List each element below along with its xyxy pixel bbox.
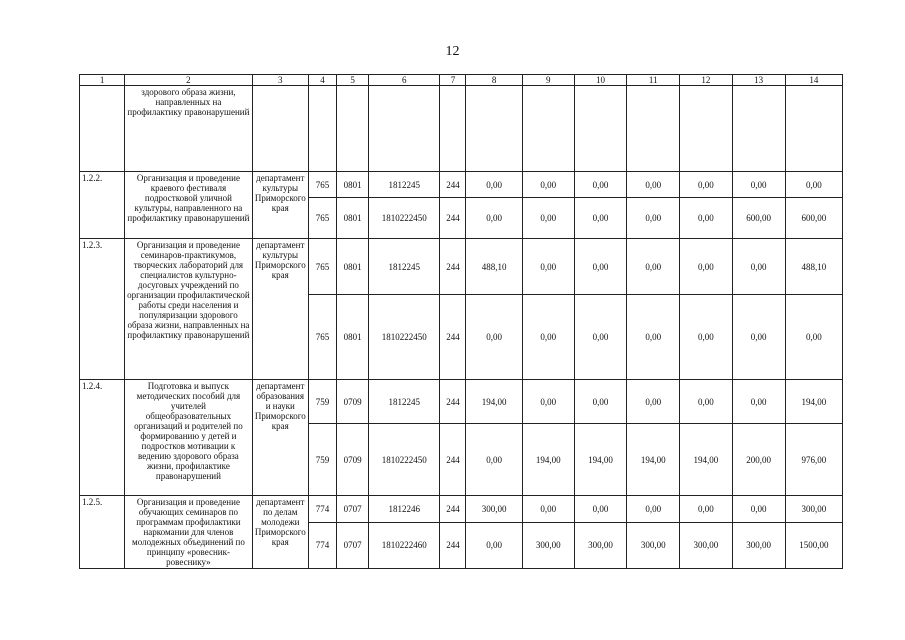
table-cell: 0,00 — [627, 239, 680, 295]
table-cell: 0,00 — [732, 172, 785, 198]
item-department: департамент образования и науки Приморского края — [252, 380, 308, 496]
item-department: департамент по делам молодежи Приморского края — [252, 496, 308, 569]
table-cell: 194,00 — [627, 424, 680, 496]
table-cell: 0,00 — [680, 295, 732, 380]
table-cell: 0,00 — [574, 295, 626, 380]
table-cell: 244 — [440, 496, 466, 523]
table-cell: 0,00 — [732, 496, 785, 523]
table-cell: 0,00 — [522, 380, 574, 424]
table-cell: 0801 — [337, 172, 369, 198]
table-cell: 774 — [308, 522, 336, 568]
item-description: Организация и проведение краевого фестиваля подростковой уличной культуры, направленного на профилактику правонарушений — [125, 172, 253, 239]
item-code: 1.2.5. — [80, 496, 125, 569]
table-cell: 0,00 — [680, 198, 732, 239]
table-cell: 244 — [440, 172, 466, 198]
table-cell: 0707 — [337, 496, 369, 523]
table-cell: 0,00 — [785, 295, 842, 380]
table-cell: 759 — [308, 380, 336, 424]
table-cell: 300,00 — [522, 522, 574, 568]
table-cell: 300,00 — [574, 522, 626, 568]
table-cell: 0709 — [337, 380, 369, 424]
column-number-13: 13 — [732, 75, 785, 86]
table-cell: 0,00 — [680, 496, 732, 523]
column-number-10: 10 — [574, 75, 626, 86]
item-description: Организация и проведение семинаров-практикумов, творческих лабораторий для специалистов культурно-досуговых учреждений по организации профилактической работы среди населения и популяризации здорового образа жизни, направленных на профилактику правонарушений — [125, 239, 253, 380]
table-cell: 0,00 — [466, 424, 522, 496]
table-cell: 1812245 — [369, 239, 440, 295]
table-row — [80, 86, 843, 172]
table-cell: 765 — [308, 198, 336, 239]
table-cell: 1810222450 — [369, 424, 440, 496]
table-row — [80, 380, 843, 424]
table-cell: 1810222450 — [369, 295, 440, 380]
table-cell: 774 — [308, 496, 336, 523]
table-cell: 0,00 — [732, 380, 785, 424]
table-cell: 1812245 — [369, 172, 440, 198]
table-cell: 765 — [308, 239, 336, 295]
table-cell: 488,10 — [466, 239, 522, 295]
table-cell: 244 — [440, 198, 466, 239]
table-cell: 300,00 — [627, 522, 680, 568]
table-cell: 244 — [440, 522, 466, 568]
table-row — [80, 496, 843, 523]
table-cell: 0801 — [337, 295, 369, 380]
item-code: 1.2.2. — [80, 172, 125, 239]
column-number-5: 5 — [337, 75, 369, 86]
table-cell: 600,00 — [785, 198, 842, 239]
table-cell: 765 — [308, 295, 336, 380]
table-cell: 0,00 — [574, 380, 626, 424]
item-department: департамент культуры Приморского края — [252, 172, 308, 239]
item-department: департамент культуры Приморского края — [252, 239, 308, 380]
column-number-3: 3 — [252, 75, 308, 86]
table-cell: 976,00 — [785, 424, 842, 496]
table-cell: 0,00 — [522, 295, 574, 380]
table-cell: 0,00 — [680, 380, 732, 424]
table-cell: 0,00 — [522, 239, 574, 295]
table-cell: 0,00 — [522, 172, 574, 198]
table-cell: 194,00 — [522, 424, 574, 496]
column-number-9: 9 — [522, 75, 574, 86]
table-cell: 0,00 — [785, 172, 842, 198]
column-number-2: 2 — [125, 75, 253, 86]
table-cell: 0,00 — [627, 198, 680, 239]
column-number-7: 7 — [440, 75, 466, 86]
table-cell: 0,00 — [522, 496, 574, 523]
table-cell: 194,00 — [680, 424, 732, 496]
table-cell: 194,00 — [574, 424, 626, 496]
table-cell: 0,00 — [627, 380, 680, 424]
table-cell: 0,00 — [732, 295, 785, 380]
table-cell: 300,00 — [466, 496, 522, 523]
table-cell: 759 — [308, 424, 336, 496]
column-number-row — [80, 75, 843, 86]
table-cell: 0,00 — [522, 198, 574, 239]
table-cell: 0,00 — [627, 172, 680, 198]
table-cell: 0,00 — [732, 239, 785, 295]
item-description: Подготовка и выпуск методических пособий для учителей общеобразовательных организаций и родителей по формированию у детей и подростков мотивации к ведению здорового образа жизни, профилактике правонарушений — [125, 380, 253, 496]
table-row — [80, 172, 843, 198]
column-number-1: 1 — [80, 75, 125, 86]
table-cell: 1500,00 — [785, 522, 842, 568]
column-number-8: 8 — [466, 75, 522, 86]
table-cell: 0,00 — [627, 295, 680, 380]
column-number-6: 6 — [369, 75, 440, 86]
table-cell: 1812245 — [369, 380, 440, 424]
item-code: 1.2.3. — [80, 239, 125, 380]
table-cell: 244 — [440, 424, 466, 496]
table-cell: 0,00 — [466, 172, 522, 198]
table-cell: 244 — [440, 239, 466, 295]
table-cell: 0801 — [337, 239, 369, 295]
table-cell: 1810222450 — [369, 198, 440, 239]
table-cell: 0,00 — [466, 295, 522, 380]
table-cell: 0707 — [337, 522, 369, 568]
table-cell: 0,00 — [574, 198, 626, 239]
table-cell: 600,00 — [732, 198, 785, 239]
item-description: Организация и проведение обучающих семинаров по программам профилактики наркомании для членов молодежных объединений по принципу «ровесник-ровеснику» — [125, 496, 253, 569]
table-cell: 0,00 — [574, 172, 626, 198]
table-cell: 1810222460 — [369, 522, 440, 568]
table-cell: 0,00 — [680, 172, 732, 198]
table-cell: 0,00 — [574, 239, 626, 295]
table-cell: 488,10 — [785, 239, 842, 295]
table-cell: 0,00 — [627, 496, 680, 523]
table-cell: 0801 — [337, 198, 369, 239]
table-cell: 300,00 — [680, 522, 732, 568]
table-cell: 300,00 — [785, 496, 842, 523]
table-cell: 244 — [440, 295, 466, 380]
table-cell: 194,00 — [785, 380, 842, 424]
column-number-14: 14 — [785, 75, 842, 86]
table-cell: 0,00 — [680, 239, 732, 295]
column-number-4: 4 — [308, 75, 336, 86]
item-code: 1.2.4. — [80, 380, 125, 496]
table-cell: 300,00 — [732, 522, 785, 568]
continuation-description: здорового образа жизни, направленных на профилактику правонарушений — [125, 86, 253, 172]
table-cell: 0,00 — [466, 522, 522, 568]
page-number: 12 — [445, 44, 460, 59]
table-cell: 0,00 — [574, 496, 626, 523]
table-cell: 0709 — [337, 424, 369, 496]
table-cell: 1812246 — [369, 496, 440, 523]
budget-table — [79, 74, 843, 569]
table-cell: 200,00 — [732, 424, 785, 496]
column-number-11: 11 — [627, 75, 680, 86]
table-cell: 194,00 — [466, 380, 522, 424]
table-row — [80, 239, 843, 295]
table-cell: 244 — [440, 380, 466, 424]
column-number-12: 12 — [680, 75, 732, 86]
table-cell: 765 — [308, 172, 336, 198]
table-cell: 0,00 — [466, 198, 522, 239]
